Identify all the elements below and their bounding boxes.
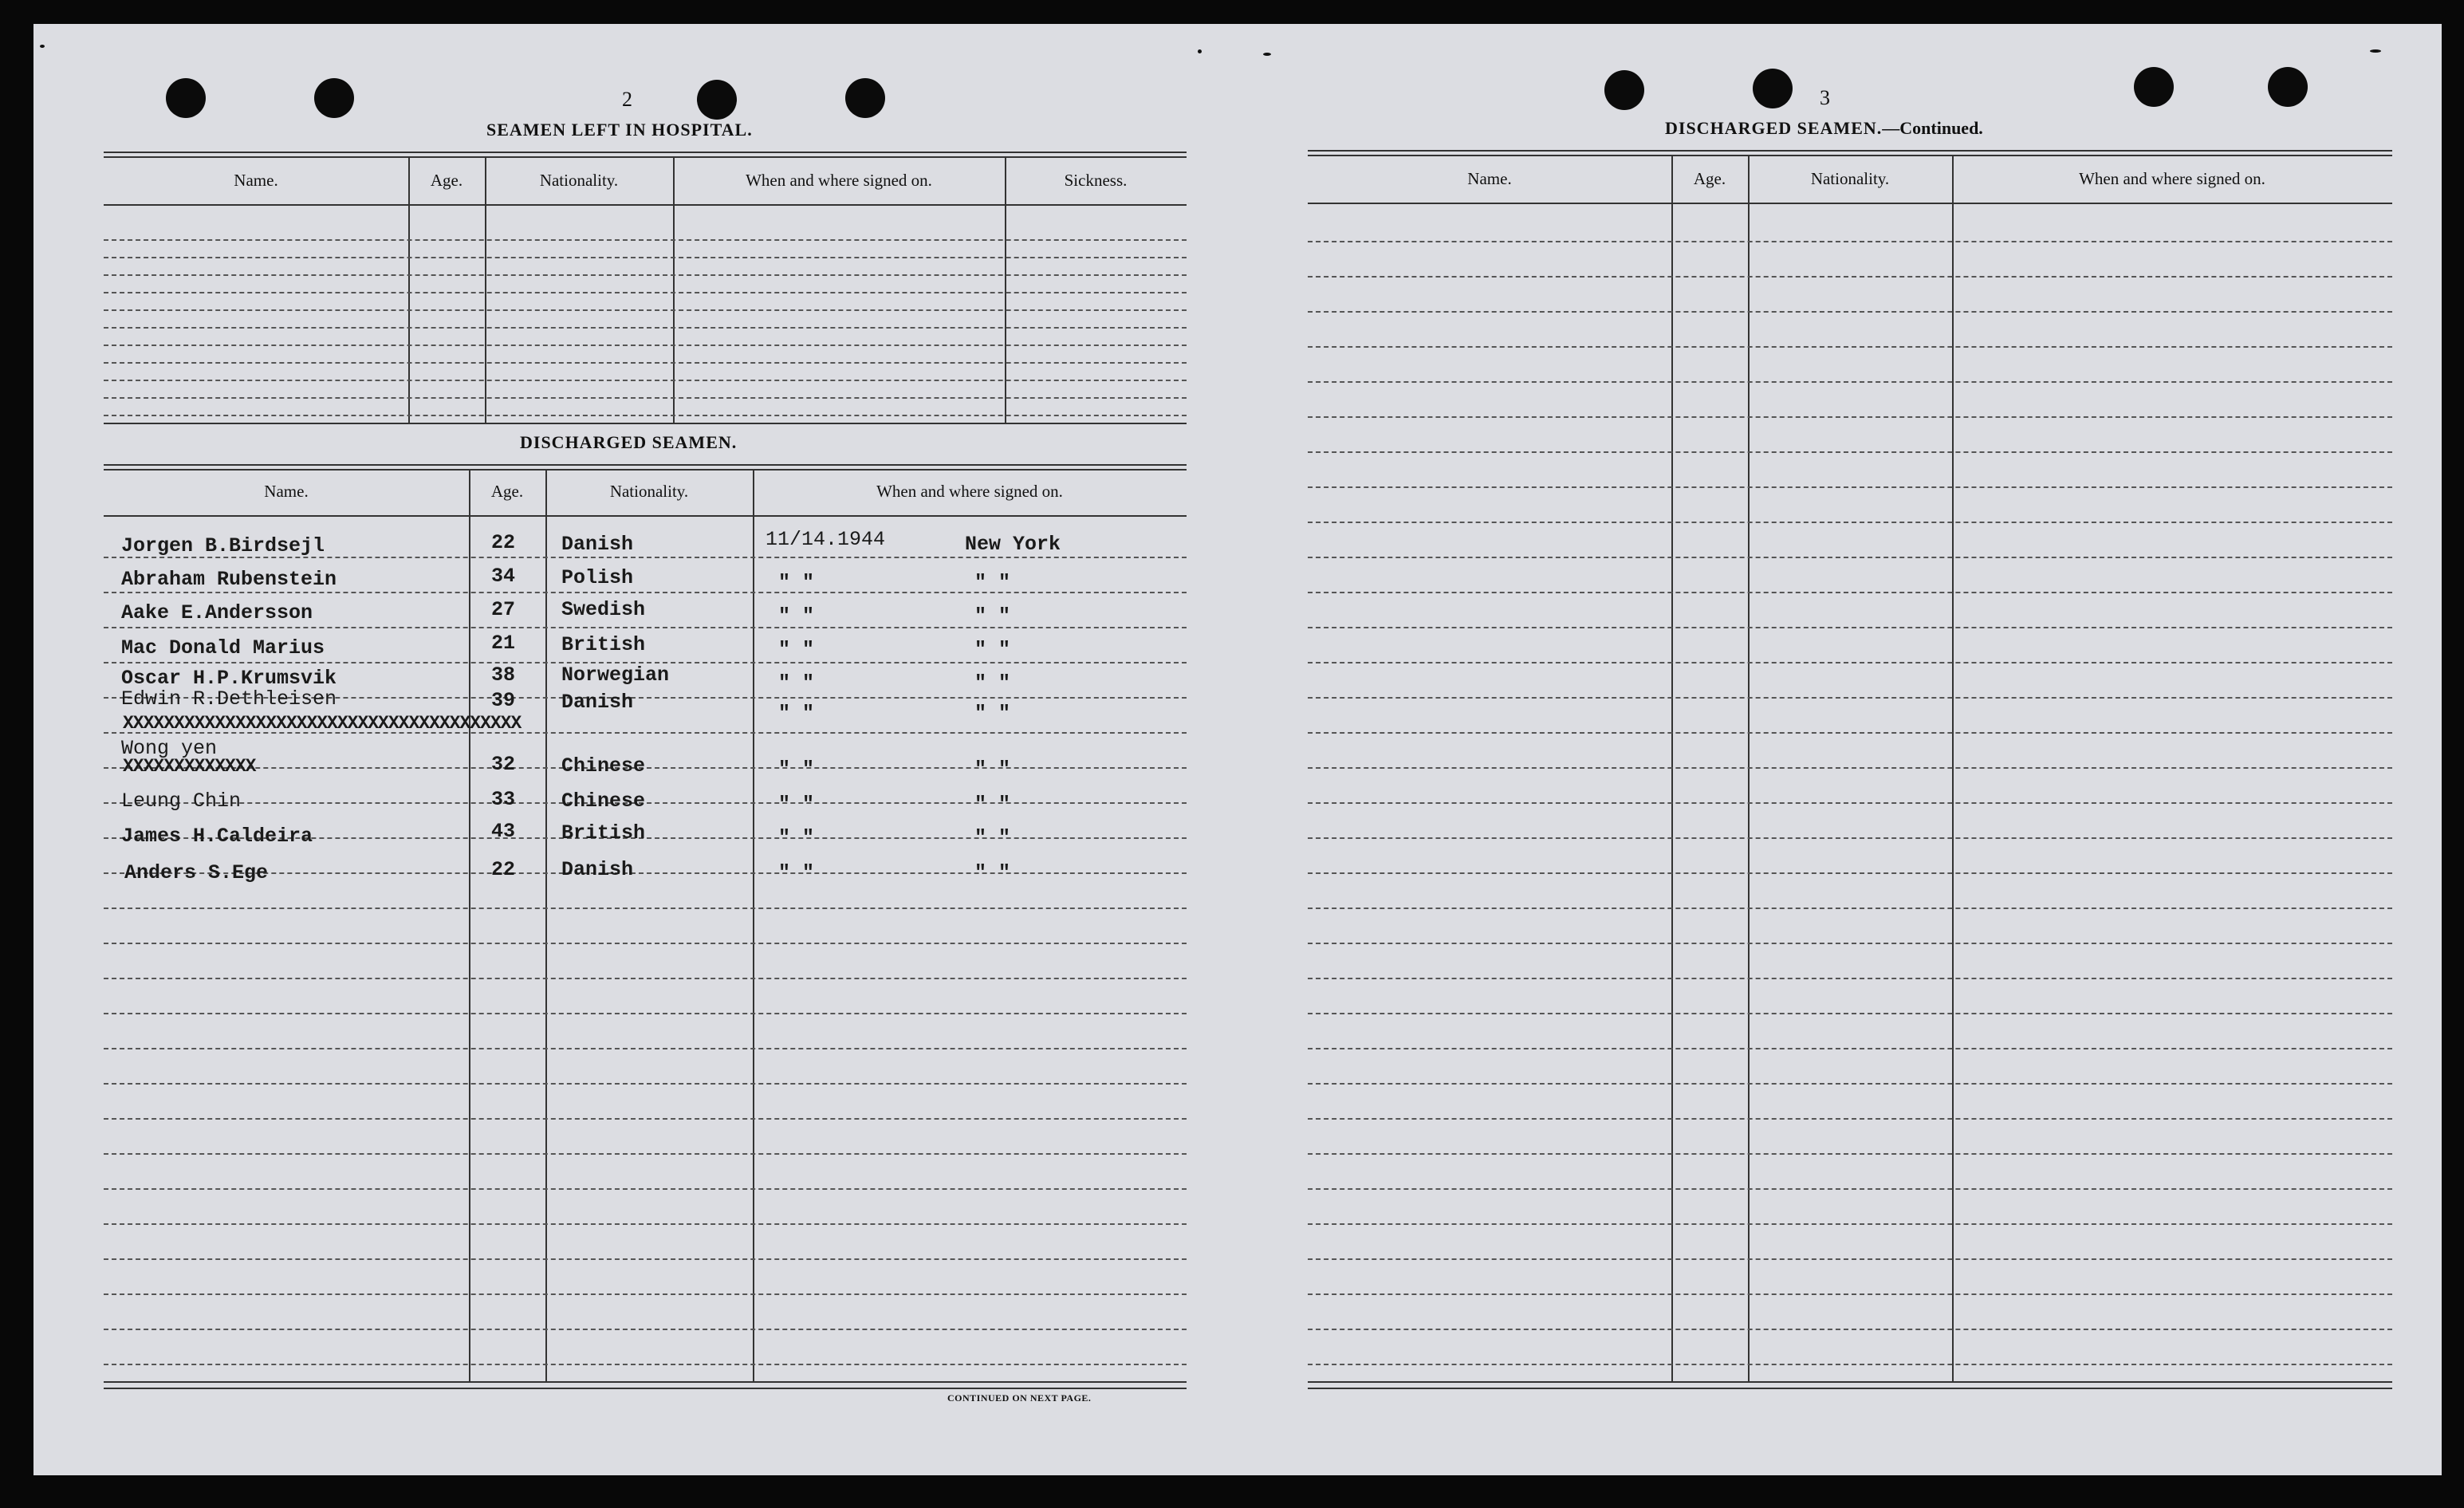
column-header-nationality: Nationality.: [609, 482, 689, 501]
seaman-age: 21: [491, 632, 516, 655]
ruled-line: [104, 1258, 1187, 1260]
column-header-name: Name.: [1467, 169, 1512, 188]
ruled-line: [104, 380, 1187, 381]
seaman-nationality: Danish: [561, 533, 634, 556]
speck: [2370, 49, 2381, 53]
speck: [40, 45, 45, 48]
punch-hole: [1753, 69, 1793, 108]
ruled-line: [1308, 767, 2392, 769]
signed-on-place: " ": [974, 758, 1011, 781]
signed-on-place: " ": [974, 793, 1011, 816]
ruled-line: [104, 345, 1187, 346]
column-divider: [485, 158, 486, 423]
signed-on-date: " ": [778, 638, 815, 661]
discharged-section-title: DISCHARGED SEAMEN.: [520, 432, 738, 452]
table-rule: [104, 515, 1187, 517]
table-rule: [1308, 150, 2392, 152]
signed-on-place: New York: [965, 533, 1061, 556]
page-number: 3: [1820, 86, 1830, 109]
ruled-line: [1308, 1048, 2392, 1049]
column-header-nationality: Nationality.: [1810, 169, 1890, 188]
column-divider: [1952, 156, 1954, 1381]
seaman-age: 38: [491, 663, 516, 687]
ruled-line: [1308, 1329, 2392, 1330]
signed-on-place: " ": [974, 702, 1011, 725]
ruled-line: [1308, 627, 2392, 628]
punch-hole: [314, 78, 354, 118]
ruled-line: [1308, 557, 2392, 558]
ruled-line: [1308, 451, 2392, 453]
column-divider: [469, 471, 470, 1381]
seaman-name: Anders S.Ege: [124, 861, 269, 884]
seaman-nationality: Polish: [561, 566, 634, 589]
table-rule: [1308, 1381, 2392, 1383]
ruled-line: [104, 1223, 1187, 1225]
seaman-nationality: Danish: [561, 858, 634, 881]
ruled-line: [1308, 311, 2392, 313]
ruled-line: [104, 1153, 1187, 1155]
column-divider: [545, 471, 547, 1381]
seaman-name: Jorgen B.Birdsejl: [121, 534, 325, 557]
ruled-line: [1308, 522, 2392, 523]
punch-hole: [845, 78, 885, 118]
ruled-line: [104, 397, 1187, 399]
column-divider: [408, 158, 410, 423]
ruled-line: [1308, 1013, 2392, 1014]
column-header-age: Age.: [430, 171, 463, 190]
title-continued: —Continued.: [1882, 118, 1983, 138]
column-header-name: Name.: [264, 482, 309, 501]
signed-on-date: " ": [778, 826, 815, 849]
ruled-line: [104, 1293, 1187, 1295]
ruled-line: [104, 1188, 1187, 1190]
punch-hole: [2134, 67, 2174, 107]
punch-hole: [166, 78, 206, 118]
speck: [1263, 53, 1271, 56]
ruled-line: [1308, 276, 2392, 278]
table-rule: [104, 464, 1187, 466]
ruled-line: [104, 1364, 1187, 1365]
punch-hole: [2268, 67, 2308, 107]
seaman-nationality: British: [561, 633, 646, 656]
column-divider: [1005, 158, 1006, 423]
ruled-line: [104, 274, 1187, 276]
ruled-line: [1308, 908, 2392, 909]
seaman-nationality: British: [561, 821, 646, 845]
document-sheet: [33, 24, 2442, 1475]
column-header-signed-on: When and where signed on.: [2079, 169, 2265, 188]
seaman-age: 33: [491, 788, 516, 811]
signed-on-place: " ": [974, 638, 1011, 661]
ruled-line: [104, 257, 1187, 258]
ruled-line: [1308, 1293, 2392, 1295]
signed-on-place: " ": [974, 861, 1011, 884]
seaman-name: Wong yen: [121, 737, 218, 760]
signed-on-date: " ": [778, 571, 815, 594]
ruled-line: [104, 978, 1187, 979]
ruled-line: [104, 592, 1187, 593]
ruled-line: [1308, 241, 2392, 242]
signed-on-date: " ": [778, 861, 815, 884]
ruled-line: [104, 362, 1187, 364]
table-rule: [1308, 155, 2392, 156]
punch-hole: [1604, 70, 1644, 110]
ruled-line: [1308, 1083, 2392, 1085]
ruled-line: [104, 415, 1187, 416]
page-number: 2: [622, 88, 632, 111]
signed-on-place: " ": [974, 671, 1011, 695]
seaman-name: Leung Chin: [121, 789, 242, 813]
column-header-nationality: Nationality.: [539, 171, 619, 190]
signed-on-date: " ": [778, 758, 815, 781]
table-rule: [104, 1388, 1187, 1389]
seaman-age: 27: [491, 598, 516, 621]
title-main: DISCHARGED SEAMEN.: [1665, 118, 1883, 138]
seaman-name: James H.Caldeira: [121, 825, 313, 848]
ruled-line: [1308, 872, 2392, 874]
ruled-line: [104, 1048, 1187, 1049]
table-rule: [1308, 203, 2392, 204]
table-rule: [104, 1381, 1187, 1383]
ruled-line: [104, 908, 1187, 909]
signed-on-place: " ": [974, 571, 1011, 594]
hospital-section-title: SEAMEN LEFT IN HOSPITAL.: [486, 120, 753, 140]
ruled-line: [104, 1329, 1187, 1330]
punch-hole: [697, 80, 737, 120]
seaman-name: Aake E.Andersson: [121, 601, 313, 624]
seaman-nationality: Danish: [561, 691, 634, 714]
strikeover-text: XXXXXXXXXXXXXXXXXXXXXXXXXXXXXXXXXXXXXXX: [123, 713, 522, 734]
ruled-line: [1308, 978, 2392, 979]
ruled-line: [104, 1118, 1187, 1120]
ruled-line: [1308, 486, 2392, 488]
column-header-signed-on: When and where signed on.: [746, 171, 932, 190]
column-header-age: Age.: [1693, 169, 1726, 188]
signed-on-place: " ": [974, 826, 1011, 849]
column-header-name: Name.: [234, 171, 278, 190]
column-divider: [1671, 156, 1673, 1381]
ruled-line: [1308, 1258, 2392, 1260]
strikeover-text: XXXXXXXXXXXXX: [123, 756, 256, 777]
ruled-line: [1308, 416, 2392, 418]
ruled-line: [104, 327, 1187, 329]
seaman-name: Edwin R.Dethleisen: [121, 687, 337, 711]
column-header-sickness: Sickness.: [1064, 171, 1128, 190]
signed-on-date: " ": [778, 604, 815, 628]
column-divider: [1748, 156, 1750, 1381]
seaman-nationality: Swedish: [561, 598, 646, 621]
ruled-line: [1308, 662, 2392, 663]
seaman-age: 34: [491, 565, 516, 588]
seaman-age: 22: [491, 531, 516, 554]
ruled-line: [104, 943, 1187, 944]
ruled-line: [1308, 1153, 2392, 1155]
column-divider: [753, 471, 754, 1381]
seaman-name: Mac Donald Marius: [121, 636, 325, 660]
seaman-age: 32: [491, 753, 516, 776]
ruled-line: [1308, 732, 2392, 734]
ruled-line: [104, 239, 1187, 241]
ruled-line: [1308, 1118, 2392, 1120]
column-header-signed-on: When and where signed on.: [876, 482, 1063, 501]
ruled-line: [1308, 1364, 2392, 1365]
ruled-line: [1308, 592, 2392, 593]
ruled-line: [1308, 837, 2392, 839]
ruled-line: [1308, 1188, 2392, 1190]
seaman-nationality: Chinese: [561, 789, 646, 813]
signed-on-date: " ": [778, 793, 815, 816]
ruled-line: [1308, 381, 2392, 383]
seaman-age: 39: [491, 689, 516, 712]
table-rule: [104, 423, 1187, 424]
ruled-line: [104, 1013, 1187, 1014]
seaman-nationality: Norwegian: [561, 663, 670, 687]
column-header-age: Age.: [490, 482, 524, 501]
ruled-line: [1308, 943, 2392, 944]
ruled-line: [1308, 346, 2392, 348]
speck: [1198, 49, 1202, 53]
ruled-line: [104, 309, 1187, 311]
table-rule: [1308, 1388, 2392, 1389]
discharged-continued-title: [1665, 118, 1983, 139]
continued-note: CONTINUED ON NEXT PAGE.: [947, 1392, 1092, 1404]
table-rule: [104, 469, 1187, 471]
signed-on-place: " ": [974, 604, 1011, 628]
ruled-line: [1308, 802, 2392, 804]
ruled-line: [104, 292, 1187, 293]
column-divider: [673, 158, 675, 423]
seaman-age: 43: [491, 820, 516, 843]
signed-on-date: " ": [778, 671, 815, 695]
ruled-line: [1308, 697, 2392, 699]
seaman-nationality: Chinese: [561, 754, 646, 778]
seaman-age: 22: [491, 858, 516, 881]
signed-on-date: " ": [778, 702, 815, 725]
table-rule: [104, 156, 1187, 158]
seaman-name: Abraham Rubenstein: [121, 568, 337, 591]
ruled-line: [1308, 1223, 2392, 1225]
table-rule: [104, 152, 1187, 153]
table-rule: [104, 204, 1187, 206]
ruled-line: [104, 627, 1187, 628]
signed-on-date: 11/14.1944: [766, 528, 886, 551]
seaman-name: Oscar H.P.Krumsvik: [121, 667, 337, 690]
ruled-line: [104, 1083, 1187, 1085]
